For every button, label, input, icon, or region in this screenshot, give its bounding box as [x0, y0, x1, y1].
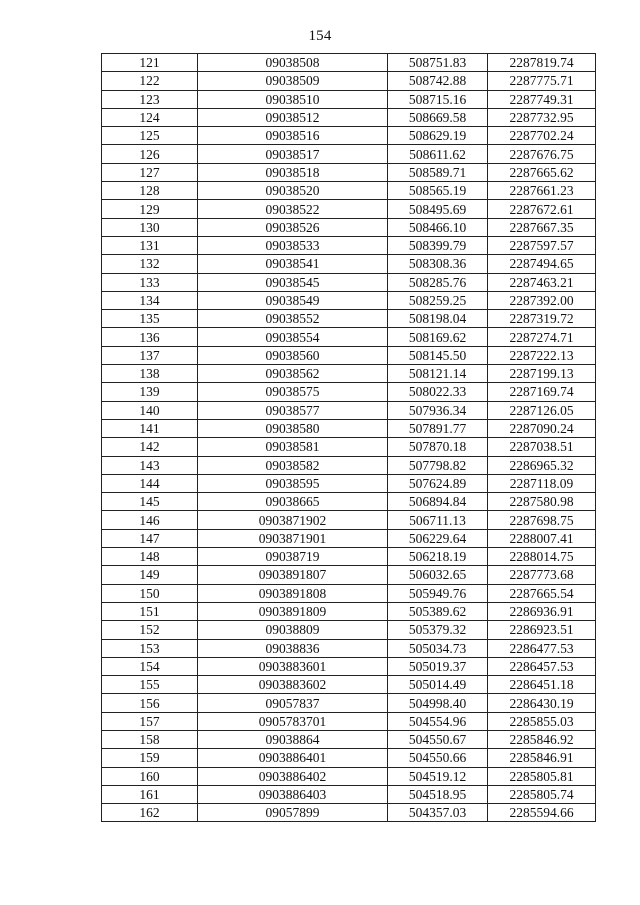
- y-coordinate-cell: 2287274.71: [488, 328, 596, 346]
- x-coordinate-cell: 508145.50: [388, 346, 488, 364]
- point-id-cell: 09038809: [198, 621, 388, 639]
- x-coordinate-cell: 506218.19: [388, 548, 488, 566]
- point-id-cell: 09038516: [198, 127, 388, 145]
- table-row: [102, 145, 596, 163]
- point-id-cell: 09038719: [198, 548, 388, 566]
- y-coordinate-cell: 2287580.98: [488, 493, 596, 511]
- point-id-cell: 09038512: [198, 108, 388, 126]
- x-coordinate-cell: 505949.76: [388, 584, 488, 602]
- row-number-cell: 135: [102, 310, 198, 328]
- table-row: [102, 657, 596, 675]
- table-row: [102, 438, 596, 456]
- table-row: [102, 785, 596, 803]
- x-coordinate-cell: 508198.04: [388, 310, 488, 328]
- row-number-cell: 145: [102, 493, 198, 511]
- row-number-cell: 152: [102, 621, 198, 639]
- point-id-cell: 0903886403: [198, 785, 388, 803]
- point-id-cell: 09038510: [198, 90, 388, 108]
- x-coordinate-cell: 507798.82: [388, 456, 488, 474]
- table-row: [102, 255, 596, 273]
- x-coordinate-cell: 505389.62: [388, 602, 488, 620]
- x-coordinate-cell: 508751.83: [388, 54, 488, 72]
- table-row: [102, 730, 596, 748]
- x-coordinate-cell: 505034.73: [388, 639, 488, 657]
- y-coordinate-cell: 2285805.74: [488, 785, 596, 803]
- table-row: [102, 346, 596, 364]
- table-row: [102, 767, 596, 785]
- row-number-cell: 122: [102, 72, 198, 90]
- point-id-cell: 09038545: [198, 273, 388, 291]
- table-row: [102, 639, 596, 657]
- y-coordinate-cell: 2287319.72: [488, 310, 596, 328]
- y-coordinate-cell: 2287667.35: [488, 218, 596, 236]
- row-number-cell: 140: [102, 401, 198, 419]
- table-row: [102, 712, 596, 730]
- point-id-cell: 09038577: [198, 401, 388, 419]
- x-coordinate-cell: 508169.62: [388, 328, 488, 346]
- row-number-cell: 153: [102, 639, 198, 657]
- row-number-cell: 159: [102, 749, 198, 767]
- x-coordinate-cell: 507891.77: [388, 419, 488, 437]
- row-number-cell: 126: [102, 145, 198, 163]
- x-coordinate-cell: 504550.67: [388, 730, 488, 748]
- table-row: [102, 108, 596, 126]
- row-number-cell: 151: [102, 602, 198, 620]
- row-number-cell: 160: [102, 767, 198, 785]
- x-coordinate-cell: 505014.49: [388, 676, 488, 694]
- x-coordinate-cell: 505019.37: [388, 657, 488, 675]
- table-body: [102, 54, 596, 822]
- row-number-cell: 144: [102, 474, 198, 492]
- table-row: [102, 602, 596, 620]
- table-row: [102, 182, 596, 200]
- y-coordinate-cell: 2287038.51: [488, 438, 596, 456]
- point-id-cell: 09038836: [198, 639, 388, 657]
- table-row: [102, 236, 596, 254]
- y-coordinate-cell: 2286457.53: [488, 657, 596, 675]
- table-row: [102, 200, 596, 218]
- y-coordinate-cell: 2287698.75: [488, 511, 596, 529]
- y-coordinate-cell: 2285594.66: [488, 804, 596, 822]
- y-coordinate-cell: 2287665.54: [488, 584, 596, 602]
- point-id-cell: 09038522: [198, 200, 388, 218]
- row-number-cell: 123: [102, 90, 198, 108]
- y-coordinate-cell: 2287702.24: [488, 127, 596, 145]
- x-coordinate-cell: 506032.65: [388, 566, 488, 584]
- x-coordinate-cell: 508565.19: [388, 182, 488, 200]
- table-row: [102, 749, 596, 767]
- y-coordinate-cell: 2285855.03: [488, 712, 596, 730]
- table-row: [102, 328, 596, 346]
- y-coordinate-cell: 2287672.61: [488, 200, 596, 218]
- x-coordinate-cell: 508121.14: [388, 365, 488, 383]
- row-number-cell: 143: [102, 456, 198, 474]
- point-id-cell: 09038533: [198, 236, 388, 254]
- point-id-cell: 09038526: [198, 218, 388, 236]
- point-id-cell: 0903891808: [198, 584, 388, 602]
- y-coordinate-cell: 2288007.41: [488, 529, 596, 547]
- row-number-cell: 156: [102, 694, 198, 712]
- table-row: [102, 90, 596, 108]
- y-coordinate-cell: 2285846.91: [488, 749, 596, 767]
- x-coordinate-cell: 504554.96: [388, 712, 488, 730]
- point-id-cell: 09038595: [198, 474, 388, 492]
- y-coordinate-cell: 2287392.00: [488, 291, 596, 309]
- y-coordinate-cell: 2287126.05: [488, 401, 596, 419]
- y-coordinate-cell: 2285846.92: [488, 730, 596, 748]
- y-coordinate-cell: 2287773.68: [488, 566, 596, 584]
- point-id-cell: 09038509: [198, 72, 388, 90]
- table-row: [102, 163, 596, 181]
- point-id-cell: 09038549: [198, 291, 388, 309]
- row-number-cell: 136: [102, 328, 198, 346]
- point-id-cell: 09038582: [198, 456, 388, 474]
- point-id-cell: 09038508: [198, 54, 388, 72]
- row-number-cell: 148: [102, 548, 198, 566]
- x-coordinate-cell: 508669.58: [388, 108, 488, 126]
- table-row: [102, 493, 596, 511]
- row-number-cell: 134: [102, 291, 198, 309]
- y-coordinate-cell: 2287199.13: [488, 365, 596, 383]
- x-coordinate-cell: 508589.71: [388, 163, 488, 181]
- point-id-cell: 0903883601: [198, 657, 388, 675]
- row-number-cell: 161: [102, 785, 198, 803]
- row-number-cell: 150: [102, 584, 198, 602]
- y-coordinate-cell: 2287463.21: [488, 273, 596, 291]
- point-id-cell: 0903891807: [198, 566, 388, 584]
- x-coordinate-cell: 507624.89: [388, 474, 488, 492]
- row-number-cell: 131: [102, 236, 198, 254]
- table-row: [102, 529, 596, 547]
- y-coordinate-cell: 2287749.31: [488, 90, 596, 108]
- x-coordinate-cell: 504998.40: [388, 694, 488, 712]
- point-id-cell: 0903871901: [198, 529, 388, 547]
- point-id-cell: 0903883602: [198, 676, 388, 694]
- x-coordinate-cell: 504518.95: [388, 785, 488, 803]
- row-number-cell: 155: [102, 676, 198, 694]
- point-id-cell: 09057837: [198, 694, 388, 712]
- y-coordinate-cell: 2287118.09: [488, 474, 596, 492]
- x-coordinate-cell: 506711.13: [388, 511, 488, 529]
- point-id-cell: 0903871902: [198, 511, 388, 529]
- x-coordinate-cell: 508259.25: [388, 291, 488, 309]
- x-coordinate-cell: 508715.16: [388, 90, 488, 108]
- y-coordinate-cell: 2287676.75: [488, 145, 596, 163]
- table-row: [102, 676, 596, 694]
- row-number-cell: 138: [102, 365, 198, 383]
- x-coordinate-cell: 507936.34: [388, 401, 488, 419]
- x-coordinate-cell: 508399.79: [388, 236, 488, 254]
- row-number-cell: 162: [102, 804, 198, 822]
- point-id-cell: 09038554: [198, 328, 388, 346]
- table-row: [102, 804, 596, 822]
- point-id-cell: 09038518: [198, 163, 388, 181]
- point-id-cell: 09038560: [198, 346, 388, 364]
- x-coordinate-cell: 508629.19: [388, 127, 488, 145]
- point-id-cell: 0903891809: [198, 602, 388, 620]
- x-coordinate-cell: 504550.66: [388, 749, 488, 767]
- table-row: [102, 456, 596, 474]
- y-coordinate-cell: 2287222.13: [488, 346, 596, 364]
- y-coordinate-cell: 2287665.62: [488, 163, 596, 181]
- row-number-cell: 157: [102, 712, 198, 730]
- point-id-cell: 0903886402: [198, 767, 388, 785]
- point-id-cell: 09038665: [198, 493, 388, 511]
- x-coordinate-cell: 506894.84: [388, 493, 488, 511]
- y-coordinate-cell: 2285805.81: [488, 767, 596, 785]
- table-row: [102, 621, 596, 639]
- table-row: [102, 419, 596, 437]
- table-row: [102, 127, 596, 145]
- row-number-cell: 127: [102, 163, 198, 181]
- point-id-cell: 09038580: [198, 419, 388, 437]
- row-number-cell: 147: [102, 529, 198, 547]
- row-number-cell: 141: [102, 419, 198, 437]
- table-row: [102, 511, 596, 529]
- x-coordinate-cell: 508466.10: [388, 218, 488, 236]
- point-id-cell: 09038581: [198, 438, 388, 456]
- row-number-cell: 137: [102, 346, 198, 364]
- y-coordinate-cell: 2286451.18: [488, 676, 596, 694]
- table-row: [102, 273, 596, 291]
- x-coordinate-cell: 508285.76: [388, 273, 488, 291]
- y-coordinate-cell: 2286477.53: [488, 639, 596, 657]
- y-coordinate-cell: 2286936.91: [488, 602, 596, 620]
- y-coordinate-cell: 2288014.75: [488, 548, 596, 566]
- table-row: [102, 383, 596, 401]
- table-row: [102, 291, 596, 309]
- x-coordinate-cell: 505379.32: [388, 621, 488, 639]
- row-number-cell: 124: [102, 108, 198, 126]
- x-coordinate-cell: 508742.88: [388, 72, 488, 90]
- y-coordinate-cell: 2287597.57: [488, 236, 596, 254]
- point-id-cell: 09038864: [198, 730, 388, 748]
- y-coordinate-cell: 2287732.95: [488, 108, 596, 126]
- point-id-cell: 09038562: [198, 365, 388, 383]
- table-row: [102, 54, 596, 72]
- row-number-cell: 132: [102, 255, 198, 273]
- x-coordinate-cell: 508611.62: [388, 145, 488, 163]
- table-row: [102, 566, 596, 584]
- page-number: 154: [308, 28, 332, 44]
- row-number-cell: 142: [102, 438, 198, 456]
- x-coordinate-cell: 504357.03: [388, 804, 488, 822]
- y-coordinate-cell: 2286965.32: [488, 456, 596, 474]
- point-id-cell: 0903886401: [198, 749, 388, 767]
- point-id-cell: 09038541: [198, 255, 388, 273]
- row-number-cell: 158: [102, 730, 198, 748]
- row-number-cell: 121: [102, 54, 198, 72]
- row-number-cell: 125: [102, 127, 198, 145]
- row-number-cell: 139: [102, 383, 198, 401]
- row-number-cell: 149: [102, 566, 198, 584]
- table-row: [102, 584, 596, 602]
- x-coordinate-cell: 506229.64: [388, 529, 488, 547]
- point-id-cell: 09038575: [198, 383, 388, 401]
- x-coordinate-cell: 507870.18: [388, 438, 488, 456]
- y-coordinate-cell: 2287494.65: [488, 255, 596, 273]
- y-coordinate-cell: 2286923.51: [488, 621, 596, 639]
- row-number-cell: 146: [102, 511, 198, 529]
- x-coordinate-cell: 504519.12: [388, 767, 488, 785]
- row-number-cell: 129: [102, 200, 198, 218]
- x-coordinate-cell: 508495.69: [388, 200, 488, 218]
- row-number-cell: 154: [102, 657, 198, 675]
- row-number-cell: 128: [102, 182, 198, 200]
- y-coordinate-cell: 2287090.24: [488, 419, 596, 437]
- y-coordinate-cell: 2287819.74: [488, 54, 596, 72]
- table-row: [102, 365, 596, 383]
- y-coordinate-cell: 2286430.19: [488, 694, 596, 712]
- y-coordinate-cell: 2287169.74: [488, 383, 596, 401]
- point-id-cell: 09038552: [198, 310, 388, 328]
- coordinates-table: [101, 53, 596, 822]
- point-id-cell: 09038520: [198, 182, 388, 200]
- point-id-cell: 0905783701: [198, 712, 388, 730]
- table-row: [102, 310, 596, 328]
- point-id-cell: 09057899: [198, 804, 388, 822]
- y-coordinate-cell: 2287661.23: [488, 182, 596, 200]
- x-coordinate-cell: 508308.36: [388, 255, 488, 273]
- table-row: [102, 694, 596, 712]
- x-coordinate-cell: 508022.33: [388, 383, 488, 401]
- table-row: [102, 474, 596, 492]
- y-coordinate-cell: 2287775.71: [488, 72, 596, 90]
- table-row: [102, 401, 596, 419]
- table-row: [102, 548, 596, 566]
- point-id-cell: 09038517: [198, 145, 388, 163]
- table-row: [102, 72, 596, 90]
- row-number-cell: 133: [102, 273, 198, 291]
- row-number-cell: 130: [102, 218, 198, 236]
- table-row: [102, 218, 596, 236]
